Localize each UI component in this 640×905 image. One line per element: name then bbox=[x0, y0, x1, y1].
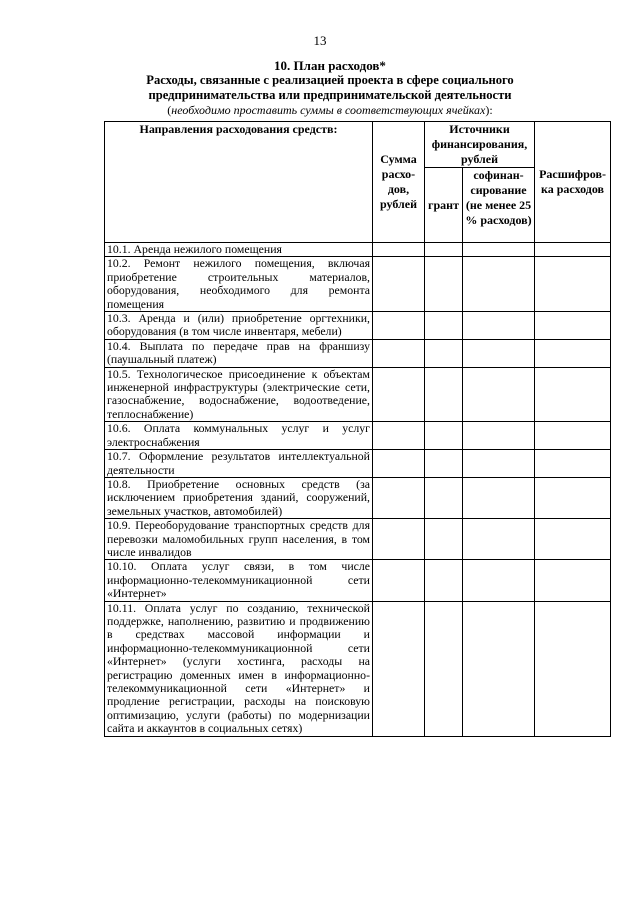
section-title: 10. План расходов* bbox=[274, 58, 386, 73]
table-row bbox=[105, 450, 611, 478]
grant-cell[interactable] bbox=[425, 422, 463, 450]
cofinancing-cell[interactable] bbox=[463, 560, 535, 601]
decoding-cell[interactable] bbox=[535, 257, 611, 312]
decoding-cell[interactable] bbox=[535, 601, 611, 736]
expense-plan-table bbox=[104, 121, 611, 737]
sum-cell[interactable] bbox=[373, 477, 425, 518]
note-italic-text: необходимо проставить суммы в соответствующих ячейках bbox=[171, 103, 486, 117]
sum-cell[interactable] bbox=[373, 367, 425, 422]
cofinancing-cell[interactable] bbox=[463, 367, 535, 422]
sum-cell[interactable] bbox=[373, 312, 425, 340]
decoding-cell[interactable] bbox=[535, 243, 611, 257]
row-label: 10.8. Приобретение основных средств (за исключением приобретения зданий, сооружений, земельных участков, автомобилей) bbox=[105, 477, 373, 518]
sum-cell[interactable] bbox=[373, 257, 425, 312]
decoding-cell[interactable] bbox=[535, 560, 611, 601]
decoding-cell[interactable] bbox=[535, 312, 611, 340]
table-row bbox=[105, 367, 611, 422]
row-label: 10.6. Оплата коммунальных услуг и услуг электроснабжения bbox=[105, 422, 373, 450]
expense-rows bbox=[105, 243, 611, 737]
grant-cell[interactable] bbox=[425, 257, 463, 312]
sum-cell[interactable] bbox=[373, 450, 425, 478]
row-label: 10.7. Оформление результатов интеллектуальной деятельности bbox=[105, 450, 373, 478]
title-block bbox=[100, 58, 560, 118]
grant-cell[interactable] bbox=[425, 367, 463, 422]
grant-cell[interactable] bbox=[425, 450, 463, 478]
cofinancing-cell[interactable] bbox=[463, 422, 535, 450]
grant-cell[interactable] bbox=[425, 560, 463, 601]
cofinancing-cell[interactable] bbox=[463, 450, 535, 478]
decoding-cell[interactable] bbox=[535, 422, 611, 450]
table-row bbox=[105, 243, 611, 257]
table-row bbox=[105, 560, 611, 601]
row-label: 10.2. Ремонт нежилого помещения, включая приобретение строительных материалов, оборудования, необходимого для ремонта помещения bbox=[105, 257, 373, 312]
header-decoding: Расшифров-ка расходов bbox=[535, 122, 611, 243]
table-row bbox=[105, 312, 611, 340]
table-row bbox=[105, 257, 611, 312]
row-label: 10.9. Переоборудование транспортных средств для перевозки маломобильных групп населения, в том числе инвалидов bbox=[105, 519, 373, 560]
row-label: 10.4. Выплата по передаче прав на франшизу (паушальный платеж) bbox=[105, 339, 373, 367]
cofinancing-cell[interactable] bbox=[463, 312, 535, 340]
page-number: 13 bbox=[313, 33, 327, 48]
sum-cell[interactable] bbox=[373, 339, 425, 367]
row-label: 10.5. Технологическое присоединение к объектам инженерной инфраструктуры (электрические сети, газоснабжение, водоснабжение, водоотведение, теплоснабжение) bbox=[105, 367, 373, 422]
header-grant: грант bbox=[425, 168, 463, 243]
sum-cell[interactable] bbox=[373, 560, 425, 601]
section-subtitle-line-1: Расходы, связанные с реализацией проекта в сфере социального bbox=[146, 73, 514, 87]
decoding-cell[interactable] bbox=[535, 339, 611, 367]
sum-cell[interactable] bbox=[373, 519, 425, 560]
table-row bbox=[105, 422, 611, 450]
sum-cell[interactable] bbox=[373, 243, 425, 257]
sum-cell[interactable] bbox=[373, 422, 425, 450]
row-label: 10.3. Аренда и (или) приобретение оргтехники, оборудования (в том числе инвентаря, мебели) bbox=[105, 312, 373, 340]
header-sum: Сумма расхо-дов, рублей bbox=[373, 122, 425, 243]
grant-cell[interactable] bbox=[425, 312, 463, 340]
grant-cell[interactable] bbox=[425, 339, 463, 367]
decoding-cell[interactable] bbox=[535, 450, 611, 478]
sum-cell[interactable] bbox=[373, 601, 425, 736]
grant-cell[interactable] bbox=[425, 477, 463, 518]
grant-cell[interactable] bbox=[425, 519, 463, 560]
table-row bbox=[105, 519, 611, 560]
cofinancing-cell[interactable] bbox=[463, 601, 535, 736]
header-cofinancing: софинан-сирование (не менее 25 % расходов) bbox=[463, 168, 535, 243]
cofinancing-cell[interactable] bbox=[463, 339, 535, 367]
table-row bbox=[105, 339, 611, 367]
header-sources: Источники финансирования, рублей bbox=[425, 122, 535, 168]
section-subtitle-line-2: предпринимательства или предпринимательской деятельности bbox=[148, 88, 512, 102]
decoding-cell[interactable] bbox=[535, 477, 611, 518]
note-open-paren: ( bbox=[167, 103, 172, 117]
table-row bbox=[105, 601, 611, 736]
instruction-note bbox=[100, 103, 560, 118]
cofinancing-cell[interactable] bbox=[463, 257, 535, 312]
row-label: 10.11. Оплата услуг по созданию, технической поддержке, наполнению, развитию и продвижению в средствах массовой информации и информационно-телекоммуникационной сети «Интернет» (услуги хостинга, расходы на регистрацию доменных имен в информационно-телекоммуникационной сети «Интернет» и продление регистрации, расходы на поисковую оптимизацию, услуги (работы) по модернизации сайта и аккаунтов в социальных сетях) bbox=[105, 601, 373, 736]
row-label: 10.1. Аренда нежилого помещения bbox=[105, 243, 373, 257]
table-row bbox=[105, 477, 611, 518]
row-label: 10.10. Оплата услуг связи, в том числе информационно-телекоммуникационной сети «Интернет» bbox=[105, 560, 373, 601]
cofinancing-cell[interactable] bbox=[463, 243, 535, 257]
grant-cell[interactable] bbox=[425, 243, 463, 257]
decoding-cell[interactable] bbox=[535, 367, 611, 422]
note-close-paren: ): bbox=[485, 103, 493, 117]
decoding-cell[interactable] bbox=[535, 519, 611, 560]
header-direction: Направления расходования средств: bbox=[105, 122, 373, 243]
cofinancing-cell[interactable] bbox=[463, 477, 535, 518]
cofinancing-cell[interactable] bbox=[463, 519, 535, 560]
grant-cell[interactable] bbox=[425, 601, 463, 736]
